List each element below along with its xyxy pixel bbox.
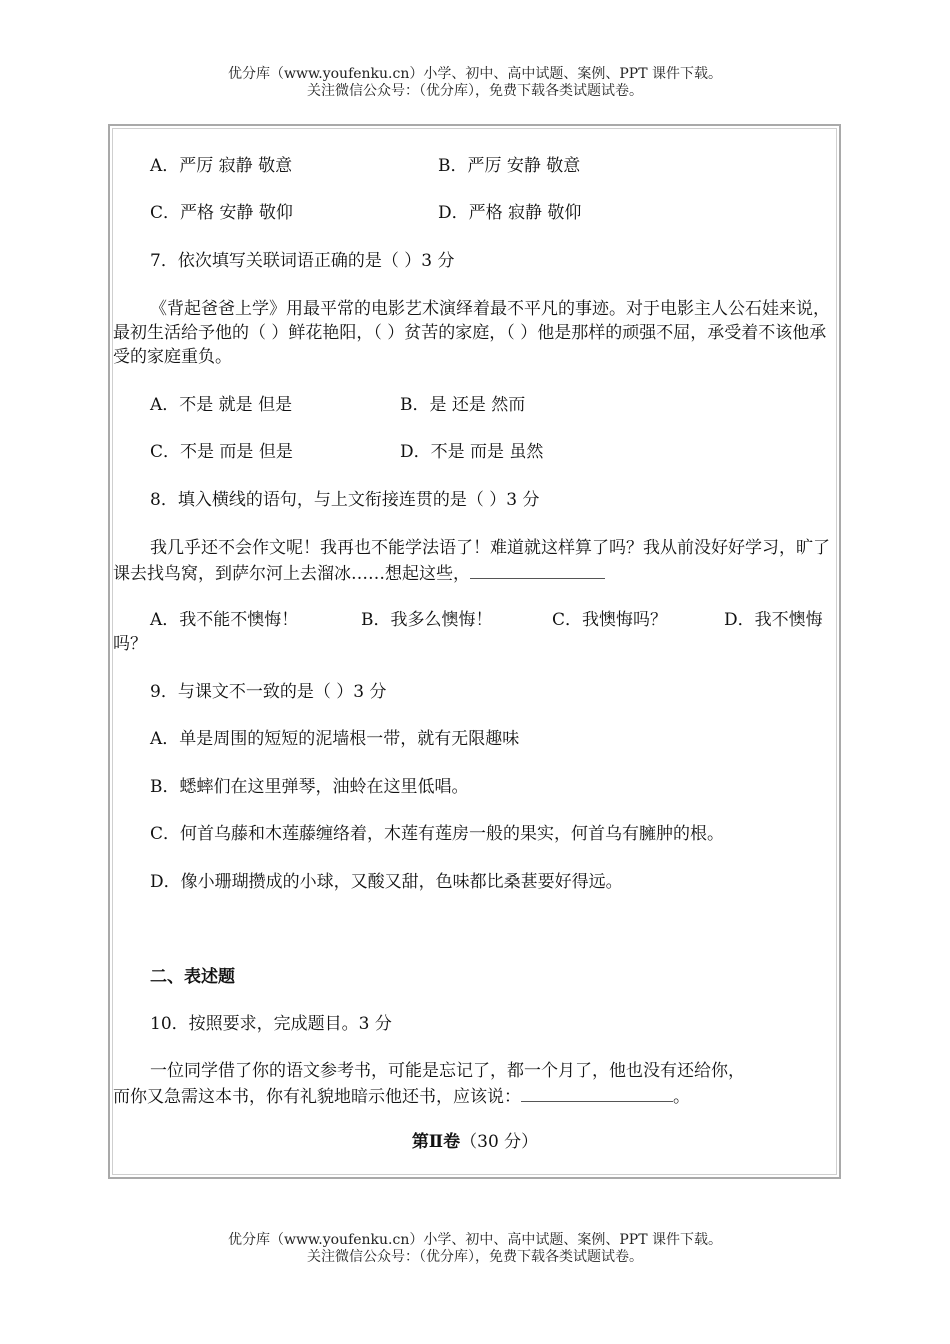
q10-passage-end: 。 (673, 1087, 690, 1107)
header-line-1: 优分库（www.youfenku.cn）小学、初中、高中试题、案例、PPT 课件下载。 (227, 66, 722, 82)
q10-passage-line-2 (113, 1083, 690, 1109)
q8-passage-text: 我几乎还不会作文呢！我再也不能学法语了！难道就这样算了吗？我从前没好好学习，旷了课去找鸟窝，到萨尔河上去溜冰……想起这些， (113, 538, 830, 584)
part-2-title: 第Ⅱ卷 (411, 1132, 461, 1152)
q10-passage-text: 而你又急需这本书，你有礼貌地暗示他还书，应该说： (113, 1087, 521, 1107)
footer-line-1: 优分库（www.youfenku.cn）小学、初中、高中试题、案例、PPT 课件下载。 (227, 1232, 722, 1248)
q8-option-a: A．我不能不懊悔！ (150, 610, 299, 630)
q9-option-b: B．蟋蟀们在这里弹琴，油蛉在这里低唱。 (150, 777, 469, 797)
q8-option-b: B．我多么懊悔！ (361, 610, 493, 630)
part-2-heading (0, 1130, 950, 1154)
q9-option-c: C．何首乌藤和木莲藤缠络着，木莲有莲房一般的果实，何首乌有臃肿的根。 (150, 824, 725, 844)
q6-option-a: A．严厉 寂静 敬意 (150, 156, 293, 176)
q7-passage: 《背起爸爸上学》用最平常的电影艺术演绎着最不平凡的事迹。对于电影主人公石娃来说，最初生活给予他的（ ）鲜花艳阳，（ ）贫苦的家庭，（ ）他是那样的顽强不屈，承受着不该他承受的家庭重负。 (113, 299, 830, 367)
q9-option-d: D．像小珊瑚攒成的小球，又酸又甜，色味都比桑葚要好得远。 (150, 872, 623, 892)
q8-option-d-continued: 吗？ (113, 634, 147, 654)
q7-option-c: C．不是 而是 但是 (150, 442, 293, 462)
q10-passage-line-1: 一位同学借了你的语文参考书，可能是忘记了，都一个月了，他也没有还给你， (150, 1061, 745, 1081)
q9-stem: 9．与课文不一致的是（ ）3 分 (150, 682, 387, 702)
q7-option-d: D．不是 而是 虽然 (400, 442, 544, 462)
q6-option-d: D．严格 寂静 敬仰 (438, 203, 582, 223)
q7-option-b: B．是 还是 然而 (400, 395, 526, 415)
q10-answer-blank[interactable] (521, 1083, 673, 1102)
q7-option-a: A．不是 就是 但是 (150, 395, 293, 415)
q9-option-a: A．单是周围的短短的泥墙根一带，就有无限趣味 (150, 729, 520, 749)
section-2-title: 二、表述题 (150, 967, 235, 987)
page-footer (0, 1232, 950, 1266)
q7-stem: 7．依次填写关联词语正确的是（ ）3 分 (150, 251, 455, 271)
q8-passage (113, 536, 833, 586)
q6-option-c: C．严格 安静 敬仰 (150, 203, 293, 223)
q6-option-b: B．严厉 安静 敬意 (438, 156, 581, 176)
page-header (0, 66, 950, 100)
part-2-score: （30 分） (460, 1132, 539, 1152)
q8-stem: 8．填入横线的语句，与上文衔接连贯的是（ ）3 分 (150, 490, 540, 510)
q8-answer-blank[interactable] (470, 560, 605, 579)
footer-line-2: 关注微信公众号：（优分库），免费下载各类试题试卷。 (307, 1249, 643, 1265)
q10-stem: 10．按照要求，完成题目。3 分 (150, 1014, 392, 1034)
q8-option-c: C．我懊悔吗？ (552, 610, 668, 630)
q8-option-d: D．我不懊悔 (724, 610, 823, 630)
header-line-2: 关注微信公众号：（优分库），免费下载各类试题试卷。 (307, 83, 643, 99)
